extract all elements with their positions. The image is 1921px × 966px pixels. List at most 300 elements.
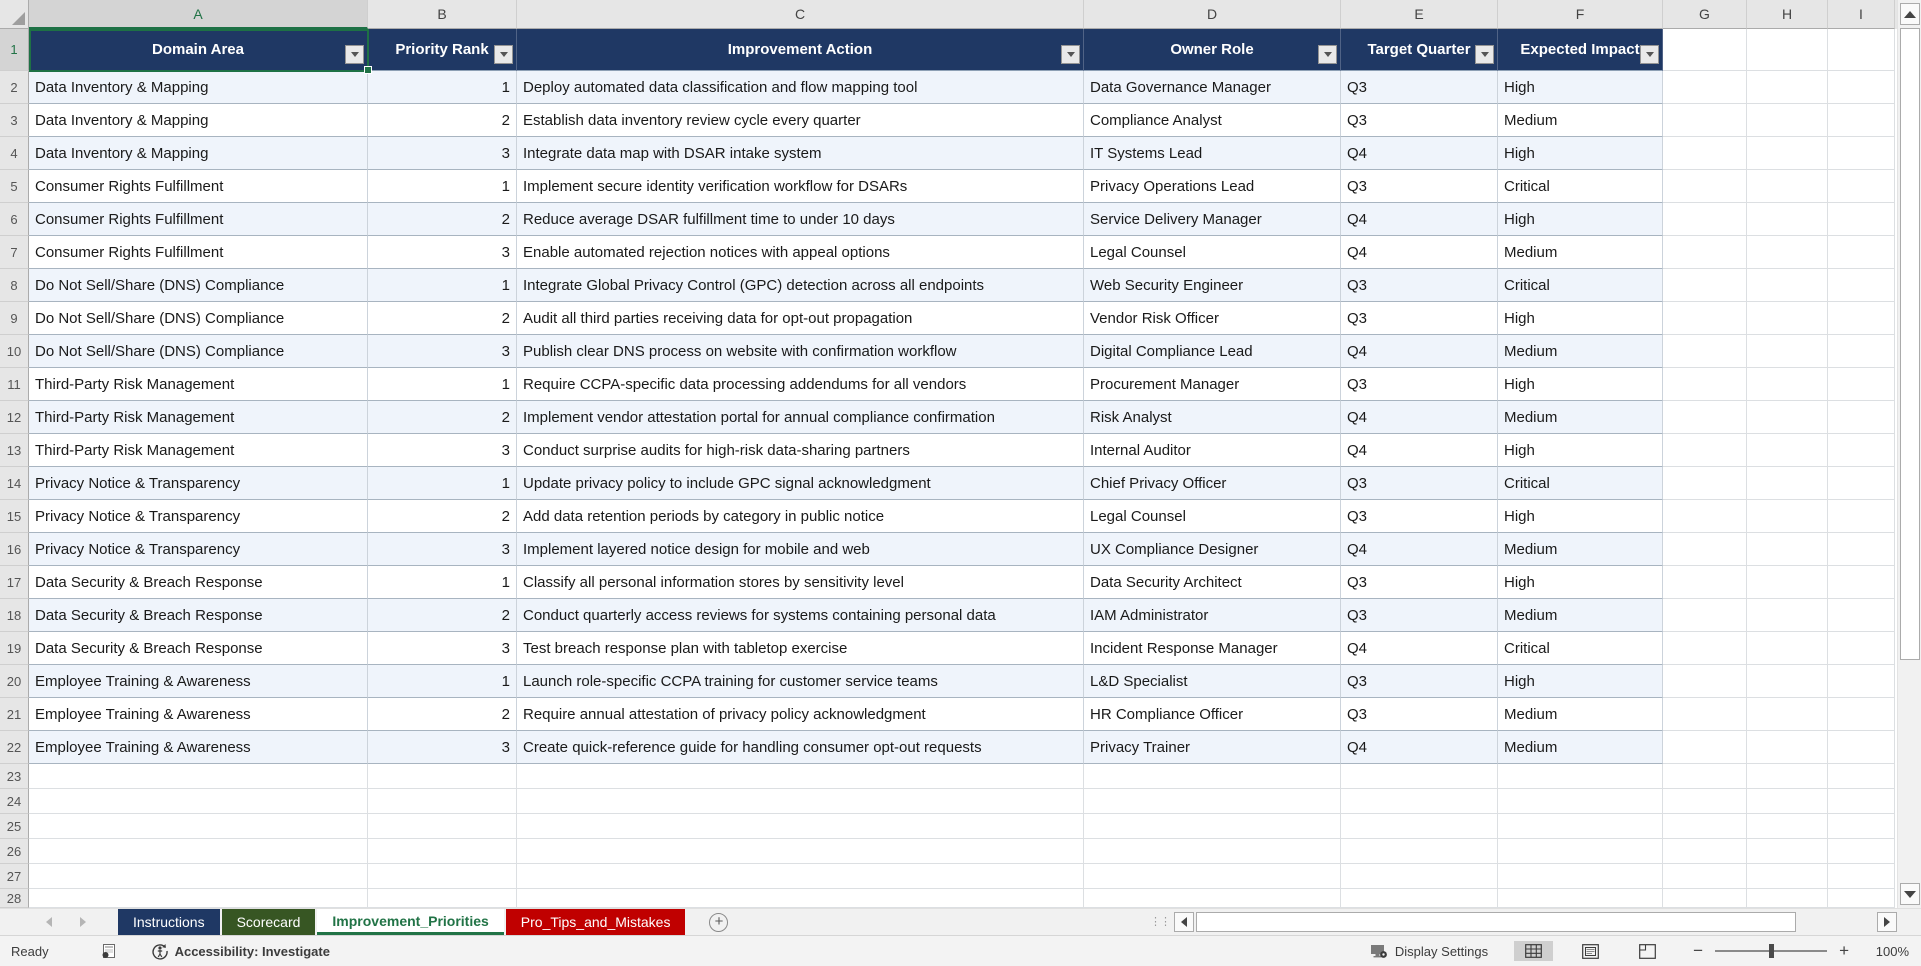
row-header-6[interactable]: 6 — [0, 203, 29, 236]
cell-F22[interactable]: Medium — [1498, 731, 1663, 764]
horizontal-scrollbar-track[interactable] — [1194, 912, 1877, 932]
cell-I24[interactable] — [1828, 789, 1895, 814]
cell-G24[interactable] — [1663, 789, 1747, 814]
row-header-25[interactable]: 25 — [0, 814, 29, 839]
cell-B8[interactable]: 1 — [368, 269, 517, 302]
cell-F17[interactable]: High — [1498, 566, 1663, 599]
cell-I28[interactable] — [1828, 889, 1895, 908]
cell-I18[interactable] — [1828, 599, 1895, 632]
sheet-tab-improvement_priorities[interactable]: Improvement_Priorities — [317, 909, 503, 935]
header-cell-E1[interactable] — [1341, 29, 1498, 71]
cell-B25[interactable] — [368, 814, 517, 839]
cell-E4[interactable]: Q4 — [1341, 137, 1498, 170]
scroll-up-arrow-icon[interactable] — [1900, 3, 1920, 25]
next-sheet-icon[interactable] — [80, 917, 86, 927]
cell-I5[interactable] — [1828, 170, 1895, 203]
cell-G5[interactable] — [1663, 170, 1747, 203]
cell-G4[interactable] — [1663, 137, 1747, 170]
cell-D20[interactable]: L&D Specialist — [1084, 665, 1341, 698]
cell-C22[interactable]: Create quick-reference guide for handling consumer opt-out requests — [517, 731, 1084, 764]
cell-B7[interactable]: 3 — [368, 236, 517, 269]
cell-A8[interactable]: Do Not Sell/Share (DNS) Compliance — [29, 269, 368, 302]
cell-A3[interactable]: Data Inventory & Mapping — [29, 104, 368, 137]
cell-H22[interactable] — [1747, 731, 1828, 764]
cell-H28[interactable] — [1747, 889, 1828, 908]
vertical-scrollbar-thumb[interactable] — [1900, 28, 1920, 660]
cell-E9[interactable]: Q3 — [1341, 302, 1498, 335]
cell-E2[interactable]: Q3 — [1341, 71, 1498, 104]
cell-C3[interactable]: Establish data inventory review cycle every quarter — [517, 104, 1084, 137]
cell-G23[interactable] — [1663, 764, 1747, 789]
cell-I13[interactable] — [1828, 434, 1895, 467]
row-header-14[interactable]: 14 — [0, 467, 29, 500]
cell-F26[interactable] — [1498, 839, 1663, 864]
cell-C4[interactable]: Integrate data map with DSAR intake system — [517, 137, 1084, 170]
cell-D2[interactable]: Data Governance Manager — [1084, 71, 1341, 104]
cell-H9[interactable] — [1747, 302, 1828, 335]
cell-B17[interactable]: 1 — [368, 566, 517, 599]
cell-E5[interactable]: Q3 — [1341, 170, 1498, 203]
cell-D13[interactable]: Internal Auditor — [1084, 434, 1341, 467]
cell-E7[interactable]: Q4 — [1341, 236, 1498, 269]
cell-H11[interactable] — [1747, 368, 1828, 401]
display-settings-button[interactable]: Display Settings — [1370, 943, 1488, 959]
cell-D27[interactable] — [1084, 864, 1341, 889]
cell-H5[interactable] — [1747, 170, 1828, 203]
cell-B11[interactable]: 1 — [368, 368, 517, 401]
cell-F16[interactable]: Medium — [1498, 533, 1663, 566]
cell-F19[interactable]: Critical — [1498, 632, 1663, 665]
cell-F12[interactable]: Medium — [1498, 401, 1663, 434]
cell-D17[interactable]: Data Security Architect — [1084, 566, 1341, 599]
cell-A13[interactable]: Third-Party Risk Management — [29, 434, 368, 467]
scroll-down-arrow-icon[interactable] — [1900, 883, 1920, 905]
row-header-20[interactable]: 20 — [0, 665, 29, 698]
cell-G26[interactable] — [1663, 839, 1747, 864]
cell-G20[interactable] — [1663, 665, 1747, 698]
cell-B14[interactable]: 1 — [368, 467, 517, 500]
sheet-tab-pro_tips_and_mistakes[interactable]: Pro_Tips_and_Mistakes — [506, 909, 686, 935]
sheet-tab-scorecard[interactable]: Scorecard — [222, 909, 316, 935]
cell-F5[interactable]: Critical — [1498, 170, 1663, 203]
cell-I9[interactable] — [1828, 302, 1895, 335]
column-header-I[interactable]: I — [1828, 0, 1895, 29]
cell-C28[interactable] — [517, 889, 1084, 908]
cell-B20[interactable]: 1 — [368, 665, 517, 698]
cell-F4[interactable]: High — [1498, 137, 1663, 170]
cell-B26[interactable] — [368, 839, 517, 864]
cell-G6[interactable] — [1663, 203, 1747, 236]
cell-C18[interactable]: Conduct quarterly access reviews for systems containing personal data — [517, 599, 1084, 632]
cell-A22[interactable]: Employee Training & Awareness — [29, 731, 368, 764]
cell-I4[interactable] — [1828, 137, 1895, 170]
column-header-H[interactable]: H — [1747, 0, 1828, 29]
cell-D28[interactable] — [1084, 889, 1341, 908]
column-header-A[interactable]: A — [29, 0, 368, 29]
cell-D8[interactable]: Web Security Engineer — [1084, 269, 1341, 302]
cell-B9[interactable]: 2 — [368, 302, 517, 335]
cell-G18[interactable] — [1663, 599, 1747, 632]
cell-A23[interactable] — [29, 764, 368, 789]
cell-G25[interactable] — [1663, 814, 1747, 839]
cell-I27[interactable] — [1828, 864, 1895, 889]
cell-B16[interactable]: 3 — [368, 533, 517, 566]
cell-G3[interactable] — [1663, 104, 1747, 137]
cell-H14[interactable] — [1747, 467, 1828, 500]
cell-C9[interactable]: Audit all third parties receiving data for opt-out propagation — [517, 302, 1084, 335]
cell-B6[interactable]: 2 — [368, 203, 517, 236]
cell-H6[interactable] — [1747, 203, 1828, 236]
cell-C13[interactable]: Conduct surprise audits for high-risk data-sharing partners — [517, 434, 1084, 467]
cell-B13[interactable]: 3 — [368, 434, 517, 467]
filter-dropdown-button[interactable] — [494, 45, 513, 64]
cell-H13[interactable] — [1747, 434, 1828, 467]
page-break-preview-button[interactable] — [1628, 941, 1667, 962]
cell-F13[interactable]: High — [1498, 434, 1663, 467]
cell-B2[interactable]: 1 — [368, 71, 517, 104]
row-header-9[interactable]: 9 — [0, 302, 29, 335]
column-header-E[interactable]: E — [1341, 0, 1498, 29]
cell-F11[interactable]: High — [1498, 368, 1663, 401]
row-header-16[interactable]: 16 — [0, 533, 29, 566]
row-header-2[interactable]: 2 — [0, 71, 29, 104]
cell-A25[interactable] — [29, 814, 368, 839]
cell-I12[interactable] — [1828, 401, 1895, 434]
cell-F15[interactable]: High — [1498, 500, 1663, 533]
cell-A12[interactable]: Third-Party Risk Management — [29, 401, 368, 434]
cell-F3[interactable]: Medium — [1498, 104, 1663, 137]
cell-G28[interactable] — [1663, 889, 1747, 908]
cell-B21[interactable]: 2 — [368, 698, 517, 731]
cell-C2[interactable]: Deploy automated data classification and flow mapping tool — [517, 71, 1084, 104]
cell-E10[interactable]: Q4 — [1341, 335, 1498, 368]
cell-E23[interactable] — [1341, 764, 1498, 789]
cell-E19[interactable]: Q4 — [1341, 632, 1498, 665]
filter-dropdown-button[interactable] — [345, 45, 364, 64]
cell-H24[interactable] — [1747, 789, 1828, 814]
cell-D21[interactable]: HR Compliance Officer — [1084, 698, 1341, 731]
cell-G9[interactable] — [1663, 302, 1747, 335]
cell-H27[interactable] — [1747, 864, 1828, 889]
cell-H3[interactable] — [1747, 104, 1828, 137]
cell-I22[interactable] — [1828, 731, 1895, 764]
cell-F10[interactable]: Medium — [1498, 335, 1663, 368]
cell-A28[interactable] — [29, 889, 368, 908]
row-header-12[interactable]: 12 — [0, 401, 29, 434]
cell-D14[interactable]: Chief Privacy Officer — [1084, 467, 1341, 500]
cell-C23[interactable] — [517, 764, 1084, 789]
row-header-24[interactable]: 24 — [0, 789, 29, 814]
cell-I14[interactable] — [1828, 467, 1895, 500]
cell-G1[interactable] — [1663, 29, 1747, 71]
cell-A5[interactable]: Consumer Rights Fulfillment — [29, 170, 368, 203]
cell-A6[interactable]: Consumer Rights Fulfillment — [29, 203, 368, 236]
zoom-slider[interactable] — [1715, 950, 1827, 952]
cell-E26[interactable] — [1341, 839, 1498, 864]
cell-I26[interactable] — [1828, 839, 1895, 864]
cell-A10[interactable]: Do Not Sell/Share (DNS) Compliance — [29, 335, 368, 368]
row-header-27[interactable]: 27 — [0, 864, 29, 889]
cell-G22[interactable] — [1663, 731, 1747, 764]
cell-H2[interactable] — [1747, 71, 1828, 104]
cell-C16[interactable]: Implement layered notice design for mobile and web — [517, 533, 1084, 566]
cell-A18[interactable]: Data Security & Breach Response — [29, 599, 368, 632]
cell-E27[interactable] — [1341, 864, 1498, 889]
cell-I7[interactable] — [1828, 236, 1895, 269]
cell-D4[interactable]: IT Systems Lead — [1084, 137, 1341, 170]
row-header-23[interactable]: 23 — [0, 764, 29, 789]
cell-B15[interactable]: 2 — [368, 500, 517, 533]
cell-H10[interactable] — [1747, 335, 1828, 368]
cell-F14[interactable]: Critical — [1498, 467, 1663, 500]
cell-H26[interactable] — [1747, 839, 1828, 864]
cell-B22[interactable]: 3 — [368, 731, 517, 764]
header-cell-C1[interactable] — [517, 29, 1084, 71]
column-header-C[interactable]: C — [517, 0, 1084, 29]
cell-H18[interactable] — [1747, 599, 1828, 632]
cell-G16[interactable] — [1663, 533, 1747, 566]
cell-E11[interactable]: Q3 — [1341, 368, 1498, 401]
row-header-18[interactable]: 18 — [0, 599, 29, 632]
page-layout-view-button[interactable] — [1571, 941, 1610, 962]
cell-I10[interactable] — [1828, 335, 1895, 368]
cell-D3[interactable]: Compliance Analyst — [1084, 104, 1341, 137]
vertical-scrollbar[interactable] — [1897, 0, 1921, 908]
cell-F7[interactable]: Medium — [1498, 236, 1663, 269]
cell-A24[interactable] — [29, 789, 368, 814]
cell-G14[interactable] — [1663, 467, 1747, 500]
cell-C20[interactable]: Launch role-specific CCPA training for customer service teams — [517, 665, 1084, 698]
row-header-21[interactable]: 21 — [0, 698, 29, 731]
cell-B19[interactable]: 3 — [368, 632, 517, 665]
normal-view-button[interactable] — [1514, 941, 1553, 961]
row-header-7[interactable]: 7 — [0, 236, 29, 269]
cell-G13[interactable] — [1663, 434, 1747, 467]
cell-I3[interactable] — [1828, 104, 1895, 137]
cell-E8[interactable]: Q3 — [1341, 269, 1498, 302]
cell-H16[interactable] — [1747, 533, 1828, 566]
horizontal-scrollbar-thumb[interactable] — [1196, 912, 1796, 932]
cell-D22[interactable]: Privacy Trainer — [1084, 731, 1341, 764]
cell-I23[interactable] — [1828, 764, 1895, 789]
cell-C14[interactable]: Update privacy policy to include GPC signal acknowledgment — [517, 467, 1084, 500]
cell-C26[interactable] — [517, 839, 1084, 864]
row-header-5[interactable]: 5 — [0, 170, 29, 203]
cell-F21[interactable]: Medium — [1498, 698, 1663, 731]
zoom-in-button[interactable]: + — [1839, 941, 1849, 960]
cell-D26[interactable] — [1084, 839, 1341, 864]
cell-C27[interactable] — [517, 864, 1084, 889]
cell-C21[interactable]: Require annual attestation of privacy policy acknowledgment — [517, 698, 1084, 731]
cell-E22[interactable]: Q4 — [1341, 731, 1498, 764]
cell-A16[interactable]: Privacy Notice & Transparency — [29, 533, 368, 566]
cell-B28[interactable] — [368, 889, 517, 908]
cell-C11[interactable]: Require CCPA-specific data processing addendums for all vendors — [517, 368, 1084, 401]
cell-H20[interactable] — [1747, 665, 1828, 698]
cell-A26[interactable] — [29, 839, 368, 864]
zoom-slider-thumb[interactable] — [1769, 944, 1774, 958]
cell-F24[interactable] — [1498, 789, 1663, 814]
cell-A27[interactable] — [29, 864, 368, 889]
cell-G10[interactable] — [1663, 335, 1747, 368]
row-header-28[interactable]: 28 — [0, 889, 29, 908]
cell-I19[interactable] — [1828, 632, 1895, 665]
cell-C24[interactable] — [517, 789, 1084, 814]
filter-dropdown-button[interactable] — [1475, 45, 1494, 64]
cell-A9[interactable]: Do Not Sell/Share (DNS) Compliance — [29, 302, 368, 335]
cell-F27[interactable] — [1498, 864, 1663, 889]
cell-I6[interactable] — [1828, 203, 1895, 236]
cell-A21[interactable]: Employee Training & Awareness — [29, 698, 368, 731]
filter-dropdown-button[interactable] — [1318, 45, 1337, 64]
cell-G7[interactable] — [1663, 236, 1747, 269]
cell-F25[interactable] — [1498, 814, 1663, 839]
cell-D12[interactable]: Risk Analyst — [1084, 401, 1341, 434]
cell-D24[interactable] — [1084, 789, 1341, 814]
cell-G15[interactable] — [1663, 500, 1747, 533]
cell-C25[interactable] — [517, 814, 1084, 839]
horizontal-scrollbar[interactable] — [1150, 911, 1897, 932]
scroll-right-arrow-icon[interactable] — [1877, 912, 1897, 932]
cell-E25[interactable] — [1341, 814, 1498, 839]
cell-E17[interactable]: Q3 — [1341, 566, 1498, 599]
header-cell-B1[interactable] — [368, 29, 517, 71]
cell-H1[interactable] — [1747, 29, 1828, 71]
cell-D16[interactable]: UX Compliance Designer — [1084, 533, 1341, 566]
column-header-G[interactable]: G — [1663, 0, 1747, 29]
cell-I20[interactable] — [1828, 665, 1895, 698]
cell-B18[interactable]: 2 — [368, 599, 517, 632]
cell-H12[interactable] — [1747, 401, 1828, 434]
row-header-26[interactable]: 26 — [0, 839, 29, 864]
cell-G19[interactable] — [1663, 632, 1747, 665]
row-header-22[interactable]: 22 — [0, 731, 29, 764]
cell-B5[interactable]: 1 — [368, 170, 517, 203]
cell-H25[interactable] — [1747, 814, 1828, 839]
cell-E12[interactable]: Q4 — [1341, 401, 1498, 434]
cell-A17[interactable]: Data Security & Breach Response — [29, 566, 368, 599]
cell-H19[interactable] — [1747, 632, 1828, 665]
cell-C19[interactable]: Test breach response plan with tabletop exercise — [517, 632, 1084, 665]
cell-F20[interactable]: High — [1498, 665, 1663, 698]
zoom-level[interactable]: 100% — [1875, 943, 1909, 959]
cell-I25[interactable] — [1828, 814, 1895, 839]
cell-D15[interactable]: Legal Counsel — [1084, 500, 1341, 533]
cell-I8[interactable] — [1828, 269, 1895, 302]
cell-I16[interactable] — [1828, 533, 1895, 566]
row-header-1[interactable]: 1 — [0, 29, 29, 71]
cell-D10[interactable]: Digital Compliance Lead — [1084, 335, 1341, 368]
header-cell-D1[interactable] — [1084, 29, 1341, 71]
cell-C8[interactable]: Integrate Global Privacy Control (GPC) detection across all endpoints — [517, 269, 1084, 302]
cell-A19[interactable]: Data Security & Breach Response — [29, 632, 368, 665]
cell-C17[interactable]: Classify all personal information stores by sensitivity level — [517, 566, 1084, 599]
cell-H4[interactable] — [1747, 137, 1828, 170]
header-cell-F1[interactable] — [1498, 29, 1663, 71]
row-header-11[interactable]: 11 — [0, 368, 29, 401]
row-header-8[interactable]: 8 — [0, 269, 29, 302]
cell-D9[interactable]: Vendor Risk Officer — [1084, 302, 1341, 335]
cell-I1[interactable] — [1828, 29, 1895, 71]
cell-H23[interactable] — [1747, 764, 1828, 789]
cell-C5[interactable]: Implement secure identity verification workflow for DSARs — [517, 170, 1084, 203]
cell-G17[interactable] — [1663, 566, 1747, 599]
row-header-19[interactable]: 19 — [0, 632, 29, 665]
cell-A15[interactable]: Privacy Notice & Transparency — [29, 500, 368, 533]
row-header-15[interactable]: 15 — [0, 500, 29, 533]
cell-E14[interactable]: Q3 — [1341, 467, 1498, 500]
accessibility-checker-icon[interactable] — [151, 942, 169, 960]
cell-G27[interactable] — [1663, 864, 1747, 889]
cell-C6[interactable]: Reduce average DSAR fulfillment time to under 10 days — [517, 203, 1084, 236]
column-header-F[interactable]: F — [1498, 0, 1663, 29]
zoom-out-button[interactable]: − — [1693, 941, 1704, 960]
cell-C7[interactable]: Enable automated rejection notices with appeal options — [517, 236, 1084, 269]
cell-I11[interactable] — [1828, 368, 1895, 401]
sheet-tab-instructions[interactable]: Instructions — [118, 909, 220, 935]
cell-I15[interactable] — [1828, 500, 1895, 533]
row-header-4[interactable]: 4 — [0, 137, 29, 170]
cell-F28[interactable] — [1498, 889, 1663, 908]
cell-F2[interactable]: High — [1498, 71, 1663, 104]
cell-G8[interactable] — [1663, 269, 1747, 302]
cell-F8[interactable]: Critical — [1498, 269, 1663, 302]
cell-D25[interactable] — [1084, 814, 1341, 839]
cell-G12[interactable] — [1663, 401, 1747, 434]
cell-E21[interactable]: Q3 — [1341, 698, 1498, 731]
cell-B23[interactable] — [368, 764, 517, 789]
cell-B12[interactable]: 2 — [368, 401, 517, 434]
prev-sheet-icon[interactable] — [46, 917, 52, 927]
cell-E15[interactable]: Q3 — [1341, 500, 1498, 533]
cell-E18[interactable]: Q3 — [1341, 599, 1498, 632]
cell-D19[interactable]: Incident Response Manager — [1084, 632, 1341, 665]
cell-H21[interactable] — [1747, 698, 1828, 731]
cell-F6[interactable]: High — [1498, 203, 1663, 236]
row-header-10[interactable]: 10 — [0, 335, 29, 368]
cell-E3[interactable]: Q3 — [1341, 104, 1498, 137]
cell-A11[interactable]: Third-Party Risk Management — [29, 368, 368, 401]
cell-G2[interactable] — [1663, 71, 1747, 104]
cell-F23[interactable] — [1498, 764, 1663, 789]
select-all-corner[interactable] — [0, 0, 29, 29]
row-header-17[interactable]: 17 — [0, 566, 29, 599]
row-header-13[interactable]: 13 — [0, 434, 29, 467]
cell-C12[interactable]: Implement vendor attestation portal for annual compliance confirmation — [517, 401, 1084, 434]
accessibility-status[interactable]: Accessibility: Investigate — [174, 943, 330, 959]
scroll-left-arrow-icon[interactable] — [1174, 912, 1194, 932]
cell-E20[interactable]: Q3 — [1341, 665, 1498, 698]
cell-H15[interactable] — [1747, 500, 1828, 533]
cell-C15[interactable]: Add data retention periods by category in public notice — [517, 500, 1084, 533]
cell-D6[interactable]: Service Delivery Manager — [1084, 203, 1341, 236]
cell-G21[interactable] — [1663, 698, 1747, 731]
cell-D7[interactable]: Legal Counsel — [1084, 236, 1341, 269]
filter-dropdown-button[interactable] — [1640, 45, 1659, 64]
cell-H8[interactable] — [1747, 269, 1828, 302]
filter-dropdown-button[interactable] — [1061, 45, 1080, 64]
cell-A7[interactable]: Consumer Rights Fulfillment — [29, 236, 368, 269]
cell-D5[interactable]: Privacy Operations Lead — [1084, 170, 1341, 203]
cell-D18[interactable]: IAM Administrator — [1084, 599, 1341, 632]
add-sheet-button[interactable]: + — [709, 913, 728, 932]
cell-A4[interactable]: Data Inventory & Mapping — [29, 137, 368, 170]
cell-B24[interactable] — [368, 789, 517, 814]
cell-I21[interactable] — [1828, 698, 1895, 731]
cell-E6[interactable]: Q4 — [1341, 203, 1498, 236]
cell-D23[interactable] — [1084, 764, 1341, 789]
cell-E16[interactable]: Q4 — [1341, 533, 1498, 566]
